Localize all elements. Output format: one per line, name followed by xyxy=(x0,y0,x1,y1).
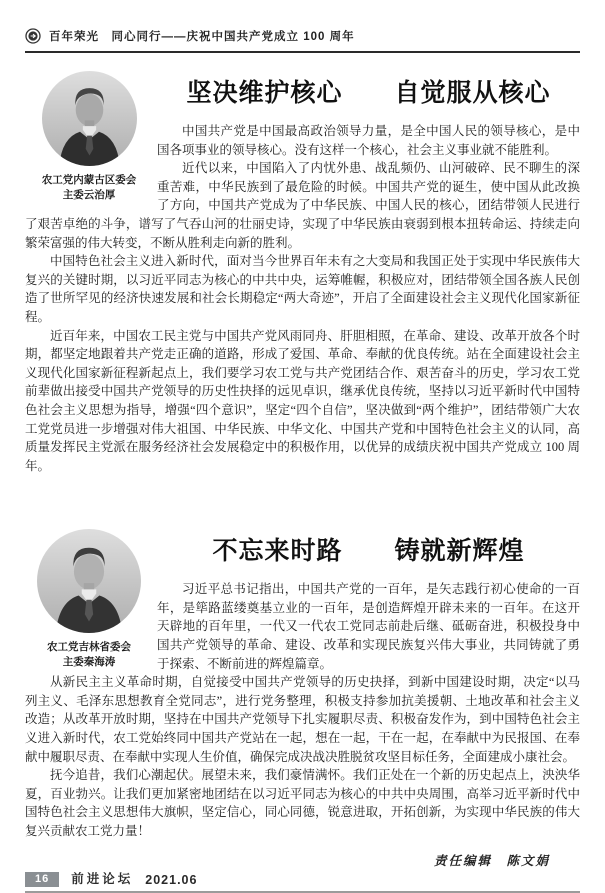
page-header xyxy=(25,28,580,53)
paragraph: 抚今追昔，我们心潮起伏。展望未来，我们豪情满怀。我们正处在一个新的历史起点上，泱泱华夏，百业勃兴。让我们更加紧密地团结在以习近平同志为核心的中共中央周围，高举习近平新时代中国特色社会主义思想伟大旗帜，坚定信心，同心同德，锐意进取，开拓创新，为实现中华民族的伟大复兴贡献农工党力量！ xyxy=(25,768,580,838)
person-silhouette-icon xyxy=(37,529,141,633)
paragraph: 近代以来，中国陷入了内忧外患、战乱频仍、山河破碎、民不聊生的深重苦难，中华民族到了最危险的时候。中国共产党的诞生，使中国从此改换了方向，中国共产党成为了中华民族、中国人民的核心，团结带领人民进行了艰苦卓绝的斗争，谱写了气吞山河的壮丽史诗，实现了中华民族由衰弱到根本扭转命运、持续走向繁荣富强的伟大转变，不断从胜利走向新的胜利。 xyxy=(25,161,580,250)
paragraph: 中国共产党是中国最高政治领导力量，是全中国人民的领导核心，是中国各项事业的领导核心。没有这样一个核心，社会主义事业就不能胜利。 xyxy=(157,124,580,157)
photo-caption-1 xyxy=(25,173,153,203)
editor-byline: 责任编辑 陈文娟 xyxy=(433,853,550,868)
journal-logo-icon xyxy=(25,28,41,44)
person-silhouette-icon xyxy=(42,71,137,166)
page-number-badge: 16 xyxy=(25,872,59,887)
paragraph: 从新民主主义革命时期，自觉接受中国共产党领导的历史抉择，到新中国建设时期，决定“以马列主义、毛泽东思想教育全党同志”，进行党务整理，积极支持参加抗美援朝、土地改革和社会主义改造；从改革开放时期，坚持在中国共产党领导下扎实履职尽责、积极奋发作为，到中国特色社会主义进入新时代，农工党始终同中国共产党站在一起，想在一起，干在一起，在奉献中为民报国、在奉献中履职尽责、在奉献中实现人生价值，确保完成决战决胜脱贫攻坚目标任务，全面建成小康社会。 xyxy=(25,675,580,764)
header-banner-text: 百年荣光 同心同行——庆祝中国共产党成立 100 周年 xyxy=(49,31,355,43)
article-title-2: 不忘来时路 铸就新辉煌 xyxy=(212,537,525,566)
photo-caption-line: 农工党吉林省委会 xyxy=(47,641,131,654)
issue-date: 2021.06 xyxy=(145,872,198,887)
paragraph: 中国特色社会主义进入新时代，面对当今世界百年未有之大变局和我国正处于实现中华民族伟大复兴的关键时期，以习近平同志为核心的中共中央，运筹帷幄，积极应对，团结带领全国各族人民创造了世所罕见的经济快速发展和社会长期稳定“两大奇迹”，开启了全面建设社会主义现代化国家新征程。 xyxy=(25,254,580,324)
article-2 xyxy=(25,527,580,868)
portrait-figure-2 xyxy=(25,529,153,670)
portrait-photo-1 xyxy=(42,71,137,166)
paragraph: 近百年来，中国农工民主党与中国共产党风雨同舟、肝胆相照，在革命、建设、改革开放各个时期，都坚定地跟着共产党走正确的道路，形成了爱国、革命、奉献的优良传统。站在全面建设社会主义现代化国家新征程新起点上，我们要学习农工党与共产党团结合作、艰苦奋斗的历史，学习农工党前辈做出接受中国共产党领导的历史性抉择的远见卓识，继承优良传统，坚持以习近平新时代中国特色社会主义思想为指导，增强“四个意识”，坚定“四个自信”，坚决做到“两个维护”，团结带领广大农工党党员进一步增强对伟大祖国、中华民族、中华文化、中国共产党和中国特色社会主义的认同，高质量发挥民主党派在服务经济社会发展稳定中的积极作用，以优异的成绩庆祝中国共产党成立 100 周年。 xyxy=(25,328,580,473)
photo-caption-line: 主委云治厚 xyxy=(62,189,116,201)
portrait-figure-1 xyxy=(25,71,153,203)
photo-caption-2 xyxy=(25,640,153,670)
page-footer xyxy=(25,869,580,893)
photo-caption-line: 农工党内蒙古区委会 xyxy=(41,174,137,186)
paragraph: 习近平总书记指出，中国共产党的一百年，是矢志践行初心使命的一百年，是筚路蓝缕奠基立业的一百年，是创造辉煌开辟未来的一百年。在这开天辟地的百年里，一代又一代农工党同志前赴后继、砥砺奋进，积极投身中国共产党领导的革命、建设、改革和实现民族复兴伟大事业，共同铸就了勇于探索、不断前进的辉煌篇章。 xyxy=(157,582,580,671)
portrait-photo-2 xyxy=(37,529,141,633)
journal-name: 前进论坛 xyxy=(71,871,134,886)
photo-caption-line: 主委秦海涛 xyxy=(62,656,116,669)
article-1 xyxy=(25,69,580,475)
article-title-1: 坚决维护核心 自觉服从核心 xyxy=(186,79,551,107)
